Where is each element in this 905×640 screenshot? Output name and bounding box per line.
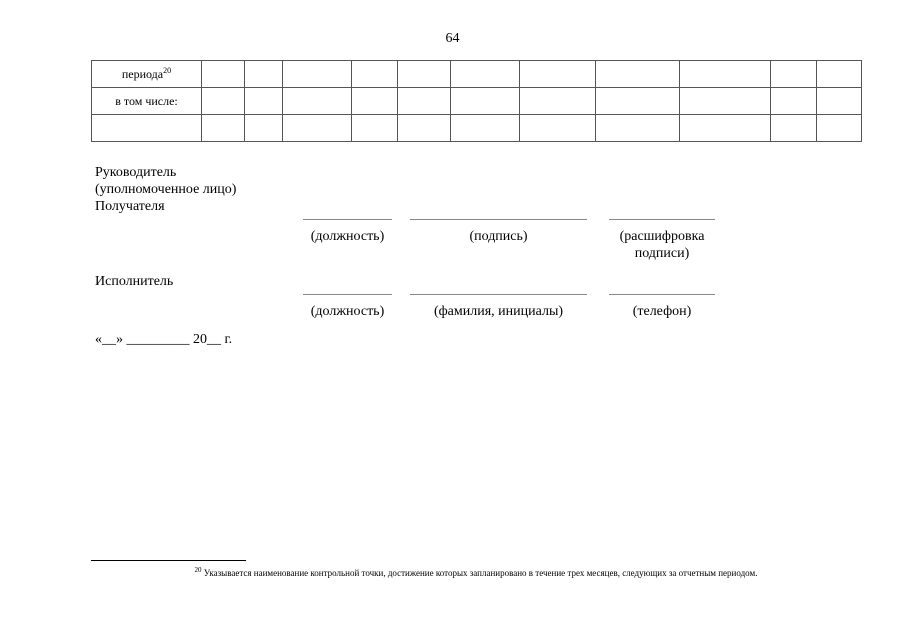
executor-position-caption: (должность) [310, 304, 385, 319]
row-label-including: в том числе: [92, 88, 202, 115]
table-cell [451, 88, 520, 115]
table-cell [283, 115, 352, 142]
table-cell [771, 88, 817, 115]
executor-phone-caption: (телефон) [632, 304, 692, 319]
report-table [91, 60, 862, 142]
table-cell [245, 61, 283, 88]
table-cell [398, 61, 451, 88]
table-row [92, 88, 862, 115]
table-cell [817, 61, 862, 88]
head-title-line: Получателя [95, 199, 165, 214]
table-cell [202, 115, 245, 142]
head-decoding-caption [600, 228, 724, 262]
head-title [95, 164, 236, 215]
head-title-line: (уполномоченное лицо) [95, 182, 237, 197]
row-label-period: периода$^{20}$ [92, 61, 202, 88]
table-cell [771, 61, 817, 88]
table-cell [245, 115, 283, 142]
head-position-caption: (должность) [310, 229, 385, 244]
table-cell [451, 61, 520, 88]
table-cell [520, 115, 596, 142]
head-title-line: Руководитель [95, 165, 177, 180]
table-cell [520, 88, 596, 115]
head-signature-line [410, 219, 587, 220]
row-label-empty [92, 115, 202, 142]
table-cell [817, 115, 862, 142]
page-number: 64 [445, 31, 460, 46]
table-cell [451, 115, 520, 142]
caption-line: подписи) [634, 246, 690, 261]
table-cell [398, 88, 451, 115]
table-cell [680, 88, 771, 115]
executor-position-line [303, 294, 392, 295]
table-cell [680, 61, 771, 88]
table-cell [352, 88, 398, 115]
table-cell [352, 61, 398, 88]
date-line: «__» _________ 20__ г. [95, 332, 233, 347]
table-row [92, 61, 862, 88]
table-row [92, 115, 862, 142]
footnote-separator [91, 560, 246, 561]
table-cell [283, 88, 352, 115]
executor-label: Исполнитель [95, 274, 174, 289]
table-cell [202, 88, 245, 115]
table-cell [680, 115, 771, 142]
table-cell [771, 115, 817, 142]
footnote [91, 566, 861, 578]
caption-line: (расшифровка [619, 229, 705, 244]
table-cell [283, 61, 352, 88]
table-cell [596, 115, 680, 142]
table-cell [202, 61, 245, 88]
head-decoding-line [609, 219, 715, 220]
executor-name-line [410, 294, 587, 295]
table-cell [817, 88, 862, 115]
table-cell [596, 88, 680, 115]
table-cell [352, 115, 398, 142]
executor-phone-line [609, 294, 715, 295]
footnote-number: 20 [194, 566, 202, 574]
head-signature-caption: (подпись) [469, 229, 528, 244]
table-cell [596, 61, 680, 88]
head-position-line [303, 219, 392, 220]
footnote-text: Указывается наименование контрольной точки, достижение которых запланировано в течение трех месяцев, следующих за отчетным периодом. [203, 568, 758, 578]
table-cell [245, 88, 283, 115]
executor-name-caption: (фамилия, инициалы) [433, 304, 564, 319]
table-cell [520, 61, 596, 88]
table-cell [398, 115, 451, 142]
